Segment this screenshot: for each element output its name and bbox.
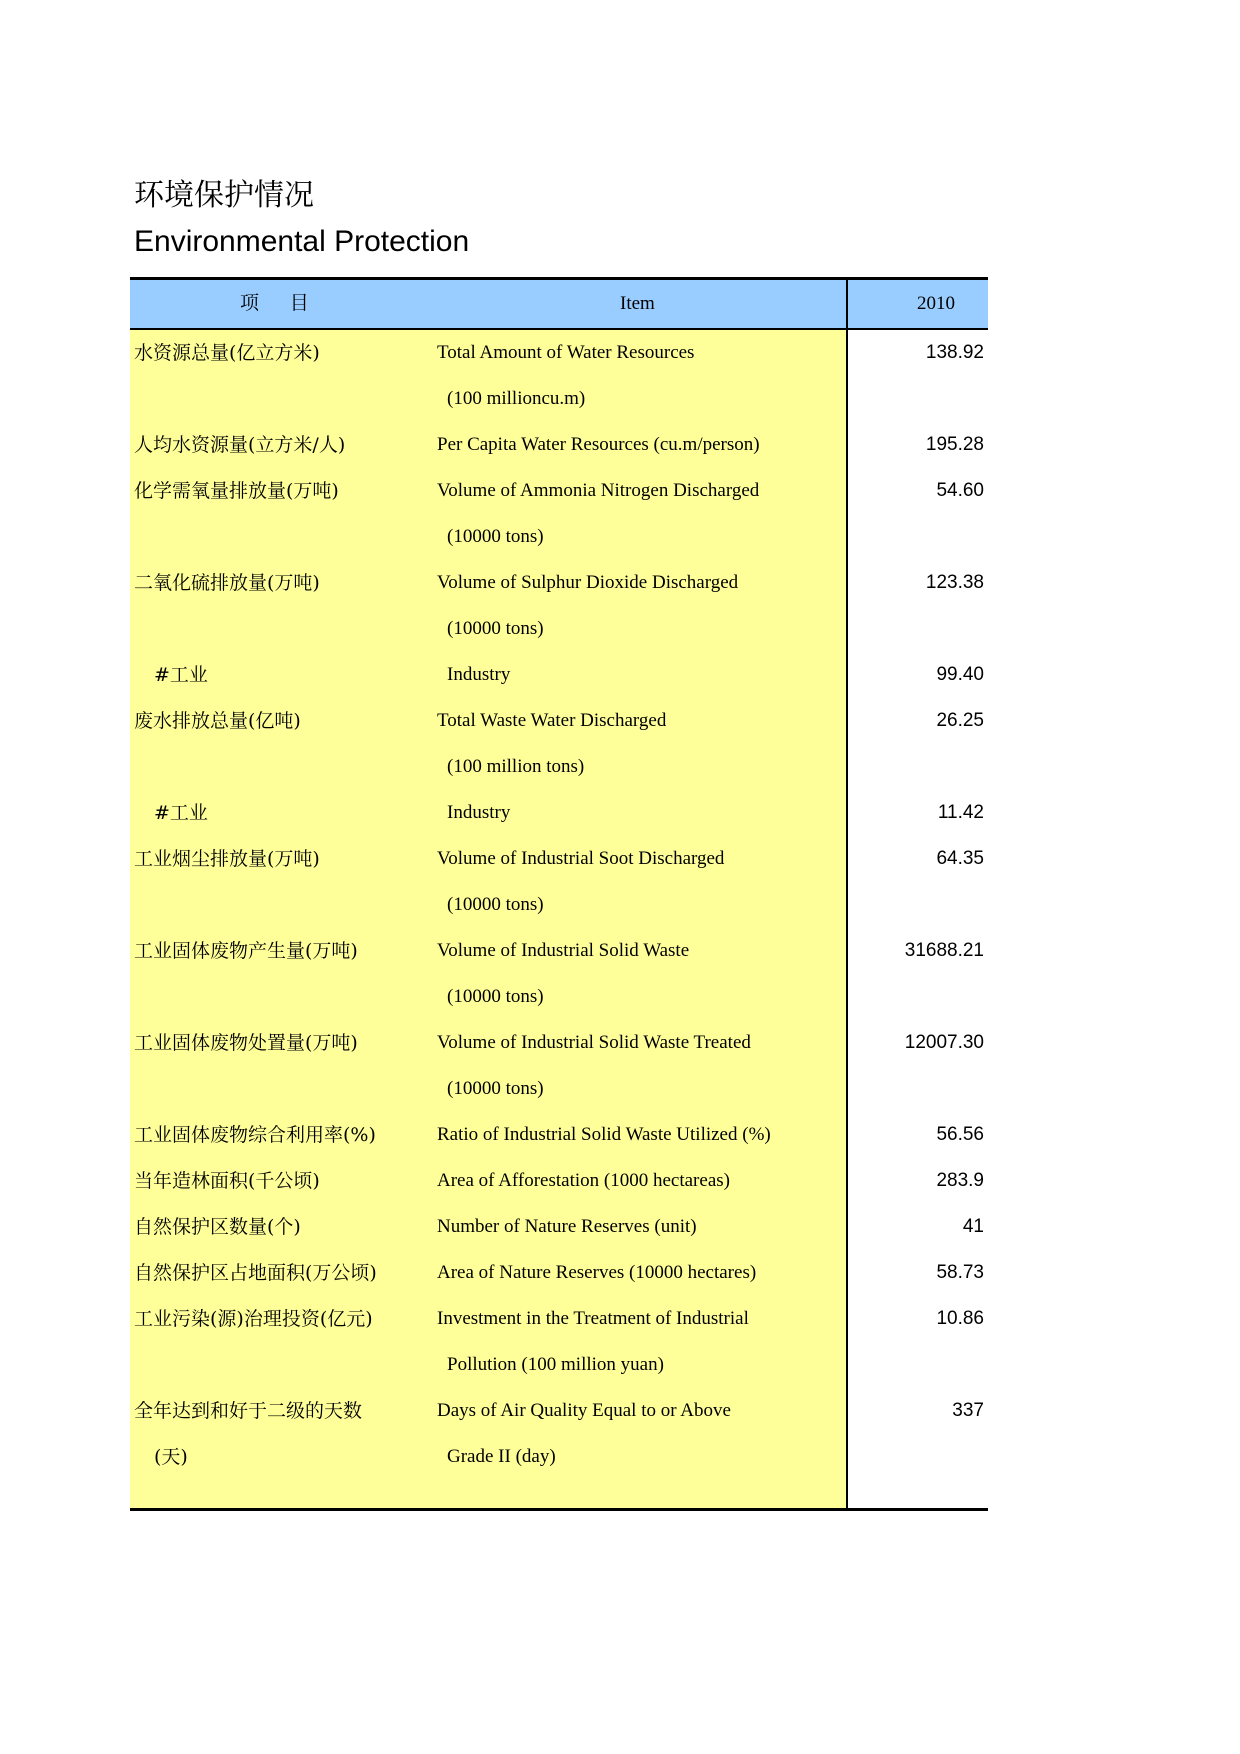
page-title-english: Environmental Protection — [134, 225, 470, 258]
row-label-english: Volume of Industrial Solid Waste Treated — [437, 1032, 751, 1053]
row-label-english: Area of Afforestation (1000 hectareas) — [437, 1170, 730, 1191]
table-row — [130, 698, 988, 744]
table-row — [130, 1158, 988, 1204]
row-label-chinese: #工业 — [154, 664, 208, 686]
row-value-2010: 138.92 — [925, 342, 984, 363]
table-row — [130, 652, 988, 698]
row-value-2010: 10.86 — [936, 1308, 984, 1329]
row-label-english: Volume of Industrial Soot Discharged — [437, 848, 725, 869]
row-value-2010: 99.40 — [936, 664, 984, 685]
row-label-english: (10000 tons) — [447, 618, 544, 639]
row-value-2010: 123.38 — [925, 572, 984, 593]
row-label-english: (10000 tons) — [447, 894, 544, 915]
row-label-english: Volume of Industrial Solid Waste — [437, 940, 690, 961]
row-label-english: Ratio of Industrial Solid Waste Utilized (%) — [437, 1124, 771, 1145]
header-item-chinese: 项 目 — [240, 293, 309, 314]
row-label-english: Number of Nature Reserves (unit) — [437, 1216, 697, 1237]
table-row — [130, 882, 988, 928]
table-row — [130, 560, 988, 606]
row-value-2010: 58.73 — [936, 1262, 984, 1283]
row-value-2010: 64.35 — [936, 848, 984, 869]
row-label-chinese: 二氧化硫排放量(万吨) — [134, 572, 320, 594]
row-label-english: (10000 tons) — [447, 526, 544, 547]
table-row — [130, 1250, 988, 1296]
row-label-english: Total Waste Water Discharged — [437, 710, 667, 731]
row-value-2010: 54.60 — [936, 480, 984, 501]
row-value-2010: 12007.30 — [904, 1032, 984, 1053]
row-label-english: Volume of Sulphur Dioxide Discharged — [437, 572, 739, 593]
row-label-chinese: 工业固体废物产生量(万吨) — [134, 940, 358, 962]
table-row — [130, 422, 988, 468]
table-header — [130, 280, 988, 330]
row-label-english: Industry — [447, 802, 511, 823]
row-label-chinese: 工业污染(源)治理投资(亿元) — [134, 1308, 373, 1330]
row-label-chinese: 工业固体废物综合利用率(%) — [134, 1124, 376, 1146]
table-row — [130, 514, 988, 560]
table-row — [130, 1066, 988, 1112]
row-label-chinese: 自然保护区占地面积(万公顷) — [134, 1262, 377, 1284]
row-label-english: (10000 tons) — [447, 1078, 544, 1099]
header-year: 2010 — [917, 293, 955, 314]
row-value-2010: 337 — [952, 1400, 984, 1421]
row-label-english: Pollution (100 million yuan) — [447, 1354, 664, 1375]
row-label-english: Per Capita Water Resources (cu.m/person) — [437, 434, 760, 455]
row-label-chinese: 全年达到和好于二级的天数 — [134, 1400, 363, 1422]
table-row — [130, 790, 988, 836]
table-row — [130, 468, 988, 514]
row-label-chinese: 人均水资源量(立方米/人) — [134, 434, 346, 456]
row-value-2010: 26.25 — [936, 710, 984, 731]
table-row — [130, 606, 988, 652]
table-row — [130, 836, 988, 882]
row-label-english: Days of Air Quality Equal to or Above — [437, 1400, 731, 1421]
row-label-chinese: 工业固体废物处置量(万吨) — [134, 1032, 358, 1054]
header-item-english: Item — [620, 293, 655, 314]
table-row — [130, 974, 988, 1020]
row-label-chinese: 当年造林面积(千公顷) — [134, 1170, 320, 1192]
table-row — [130, 1342, 988, 1388]
row-label-english: Grade II (day) — [447, 1446, 556, 1467]
row-label-chinese: 水资源总量(亿立方米) — [134, 342, 320, 364]
table-row — [130, 1388, 988, 1434]
row-label-chinese: 工业烟尘排放量(万吨) — [134, 848, 320, 870]
row-label-english: Total Amount of Water Resources — [437, 342, 695, 363]
row-label-chinese: 废水排放总量(亿吨) — [134, 710, 301, 732]
table-row — [130, 330, 988, 376]
row-label-english: Investment in the Treatment of Industrial — [437, 1308, 749, 1329]
row-value-2010: 41 — [962, 1216, 984, 1237]
row-label-chinese: (天) — [154, 1446, 188, 1468]
row-label-chinese: #工业 — [154, 802, 208, 824]
table-row — [130, 1296, 988, 1342]
table-row — [130, 376, 988, 422]
row-label-english: Volume of Ammonia Nitrogen Discharged — [437, 480, 760, 501]
table-row — [130, 1112, 988, 1158]
table-row — [130, 1204, 988, 1250]
row-value-2010: 195.28 — [925, 434, 984, 455]
row-label-english: (100 million tons) — [447, 756, 585, 777]
table-row — [130, 1020, 988, 1066]
table-row — [130, 928, 988, 974]
row-value-2010: 283.9 — [936, 1170, 984, 1191]
row-value-2010: 56.56 — [936, 1124, 984, 1145]
row-value-2010: 31688.21 — [904, 940, 984, 961]
row-label-english: (10000 tons) — [447, 986, 544, 1007]
page-title-chinese: 环境保护情况 — [134, 178, 314, 213]
table-row — [130, 1434, 988, 1480]
row-value-2010: 11.42 — [937, 802, 984, 823]
row-label-english: Area of Nature Reserves (10000 hectares) — [437, 1262, 757, 1283]
row-label-chinese: 自然保护区数量(个) — [134, 1216, 301, 1238]
row-label-english: Industry — [447, 664, 511, 685]
table-bottom-rule — [130, 1508, 988, 1511]
row-label-english: (100 millioncu.m) — [447, 388, 586, 409]
table-row — [130, 744, 988, 790]
row-label-chinese: 化学需氧量排放量(万吨) — [134, 480, 339, 502]
